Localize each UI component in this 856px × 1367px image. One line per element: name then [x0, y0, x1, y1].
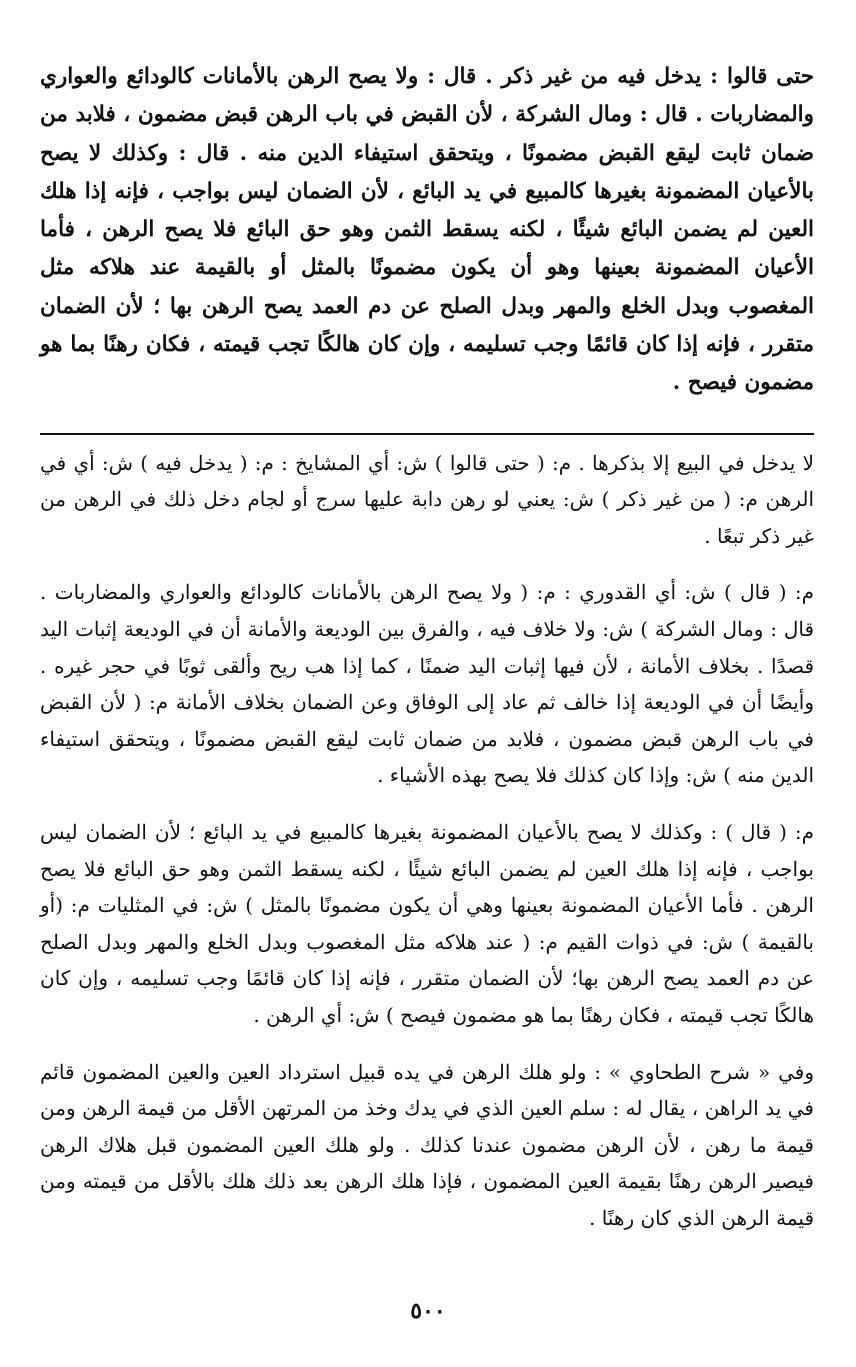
- main-text-block: [40, 58, 814, 403]
- commentary-paragraph-4: وفي « شرح الطحاوي » : ولو هلك الرهن في يده قبيل استرداد العين والعين المضمون قائم في يد الراهن ، يقال له : سلم العين الذي في يدك وخذ من المرتهن الأقل من قيمة الرهن ومن قيمة ما رهن ، لأن الرهن مضمون عندنا كذلك . ولو هلك العين المضمون قبل هلاك الرهن فيصير الرهن رهنًا بقيمة العين المضمون ، فإذا هلك الرهن بعد ذلك هلك بالأقل من قيمته ومن قيمة الرهن الذي كان رهنًا .: [40, 1059, 814, 1230]
- commentary-block: [40, 445, 814, 1237]
- commentary-paragraph-1: لا يدخل في البيع إلا بذكرها . م: ( حتى قالوا ) ش: أي المشايخ : م: ( يدخل فيه ) ش: أي في الرهن م: ( من غير ذكر ) ش: يعني لو رهن دابة عليها سرج أو لجام دخل ذلك في الرهن من غير ذكر تبعًا .: [40, 450, 814, 548]
- page-number: ٥٠٠: [410, 1298, 446, 1324]
- commentary-paragraph-2: م: ( قال ) ش: أي القدوري : م: ( ولا يصح الرهن بالأمانات كالودائع والعواري والمضاربات . قال : ومال الشركة ) ش: ولا خلاف فيه ، والفرق بين الوديعة والأمانة أن في الوديعة إثبات اليد قصدًا . بخلاف الأمانة ، لأن فيها إثبات اليد ضمنًا ، كما إذا هب ريح وألقى ثوبًا في حجر غيره . وأيضًا أن في الوديعة إذا خالف ثم عاد إلى الوفاق وعن الضمان بخلاف الأمانة م: ( لأن القبض في باب الرهن قبض مضمون ، فلابد من ضمان ثابت ليقع القبض مضمونًا ، ويتحقق استيفاء الدين منه ) ش: وإذا كان كذلك فلا يصح بهذه الأشياء .: [40, 580, 815, 788]
- commentary-paragraph-3: م: ( قال ) : وكذلك لا يصح بالأعيان المضمونة بغيرها كالمبيع في يد البائع ؛ لأن الضمان ليس بواجب ، فإنه إذا هلك العين لم يضمن البائع شيئًا ، لكنه يسقط الثمن وهو حق البائع فلا يصح الرهن . فأما الأعيان المضمونة بعينها وهي أن يكون مضمونًا بالمثل ) ش: في المثليات م: (أو بالقيمة ) ش: في ذوات القيم م: ( عند هلاكه مثل المغصوب وبدل الخلع والمهر وبدل الصلح عن دم العمد يصح الرهن بها؛ لأن الضمان متقرر ، فإنه إذا كان قائمًا وجب تسليمه ، وإن كان هالكًا تجب قيمته ، فكان رهنًا بما هو مضمون فيصح ) ش: أي الرهن .: [40, 820, 814, 1027]
- section-divider: [40, 433, 814, 435]
- main-paragraph: حتى قالوا : يدخل فيه من غير ذكر . قال : ولا يصح الرهن بالأمانات كالودائع والعواري والمضاربات . قال : ومال الشركة ، لأن القبض في باب الرهن قبض مضمون ، فلابد من ضمان ثابت ليقع القبض مضمونًا ، ويتحقق استيفاء الدين منه . قال : وكذلك لا يصح بالأعيان المضمونة بغيرها كالمبيع في يد البائع ، لأن الضمان ليس بواجب ، فإنه إذا هلك العين لم يضمن البائع شيئًا ، لكنه يسقط الثمن وهو حق البائع فلا يصح الرهن ، فأما الأعيان المضمونة بعينها وهو أن يكون مضمونًا بالمثل أو بالقيمة عند هلاكه مثل المغصوب وبدل الخلع والمهر وبدل الصلح عن دم العمد يصح الرهن بها ؛ لأن الضمان متقرر ، فإنه إذا كان قائمًا وجب تسليمه ، وإن كان هالكًا تجب قيمته ، فكان رهنًا بما هو مضمون فيصح .: [40, 64, 814, 396]
